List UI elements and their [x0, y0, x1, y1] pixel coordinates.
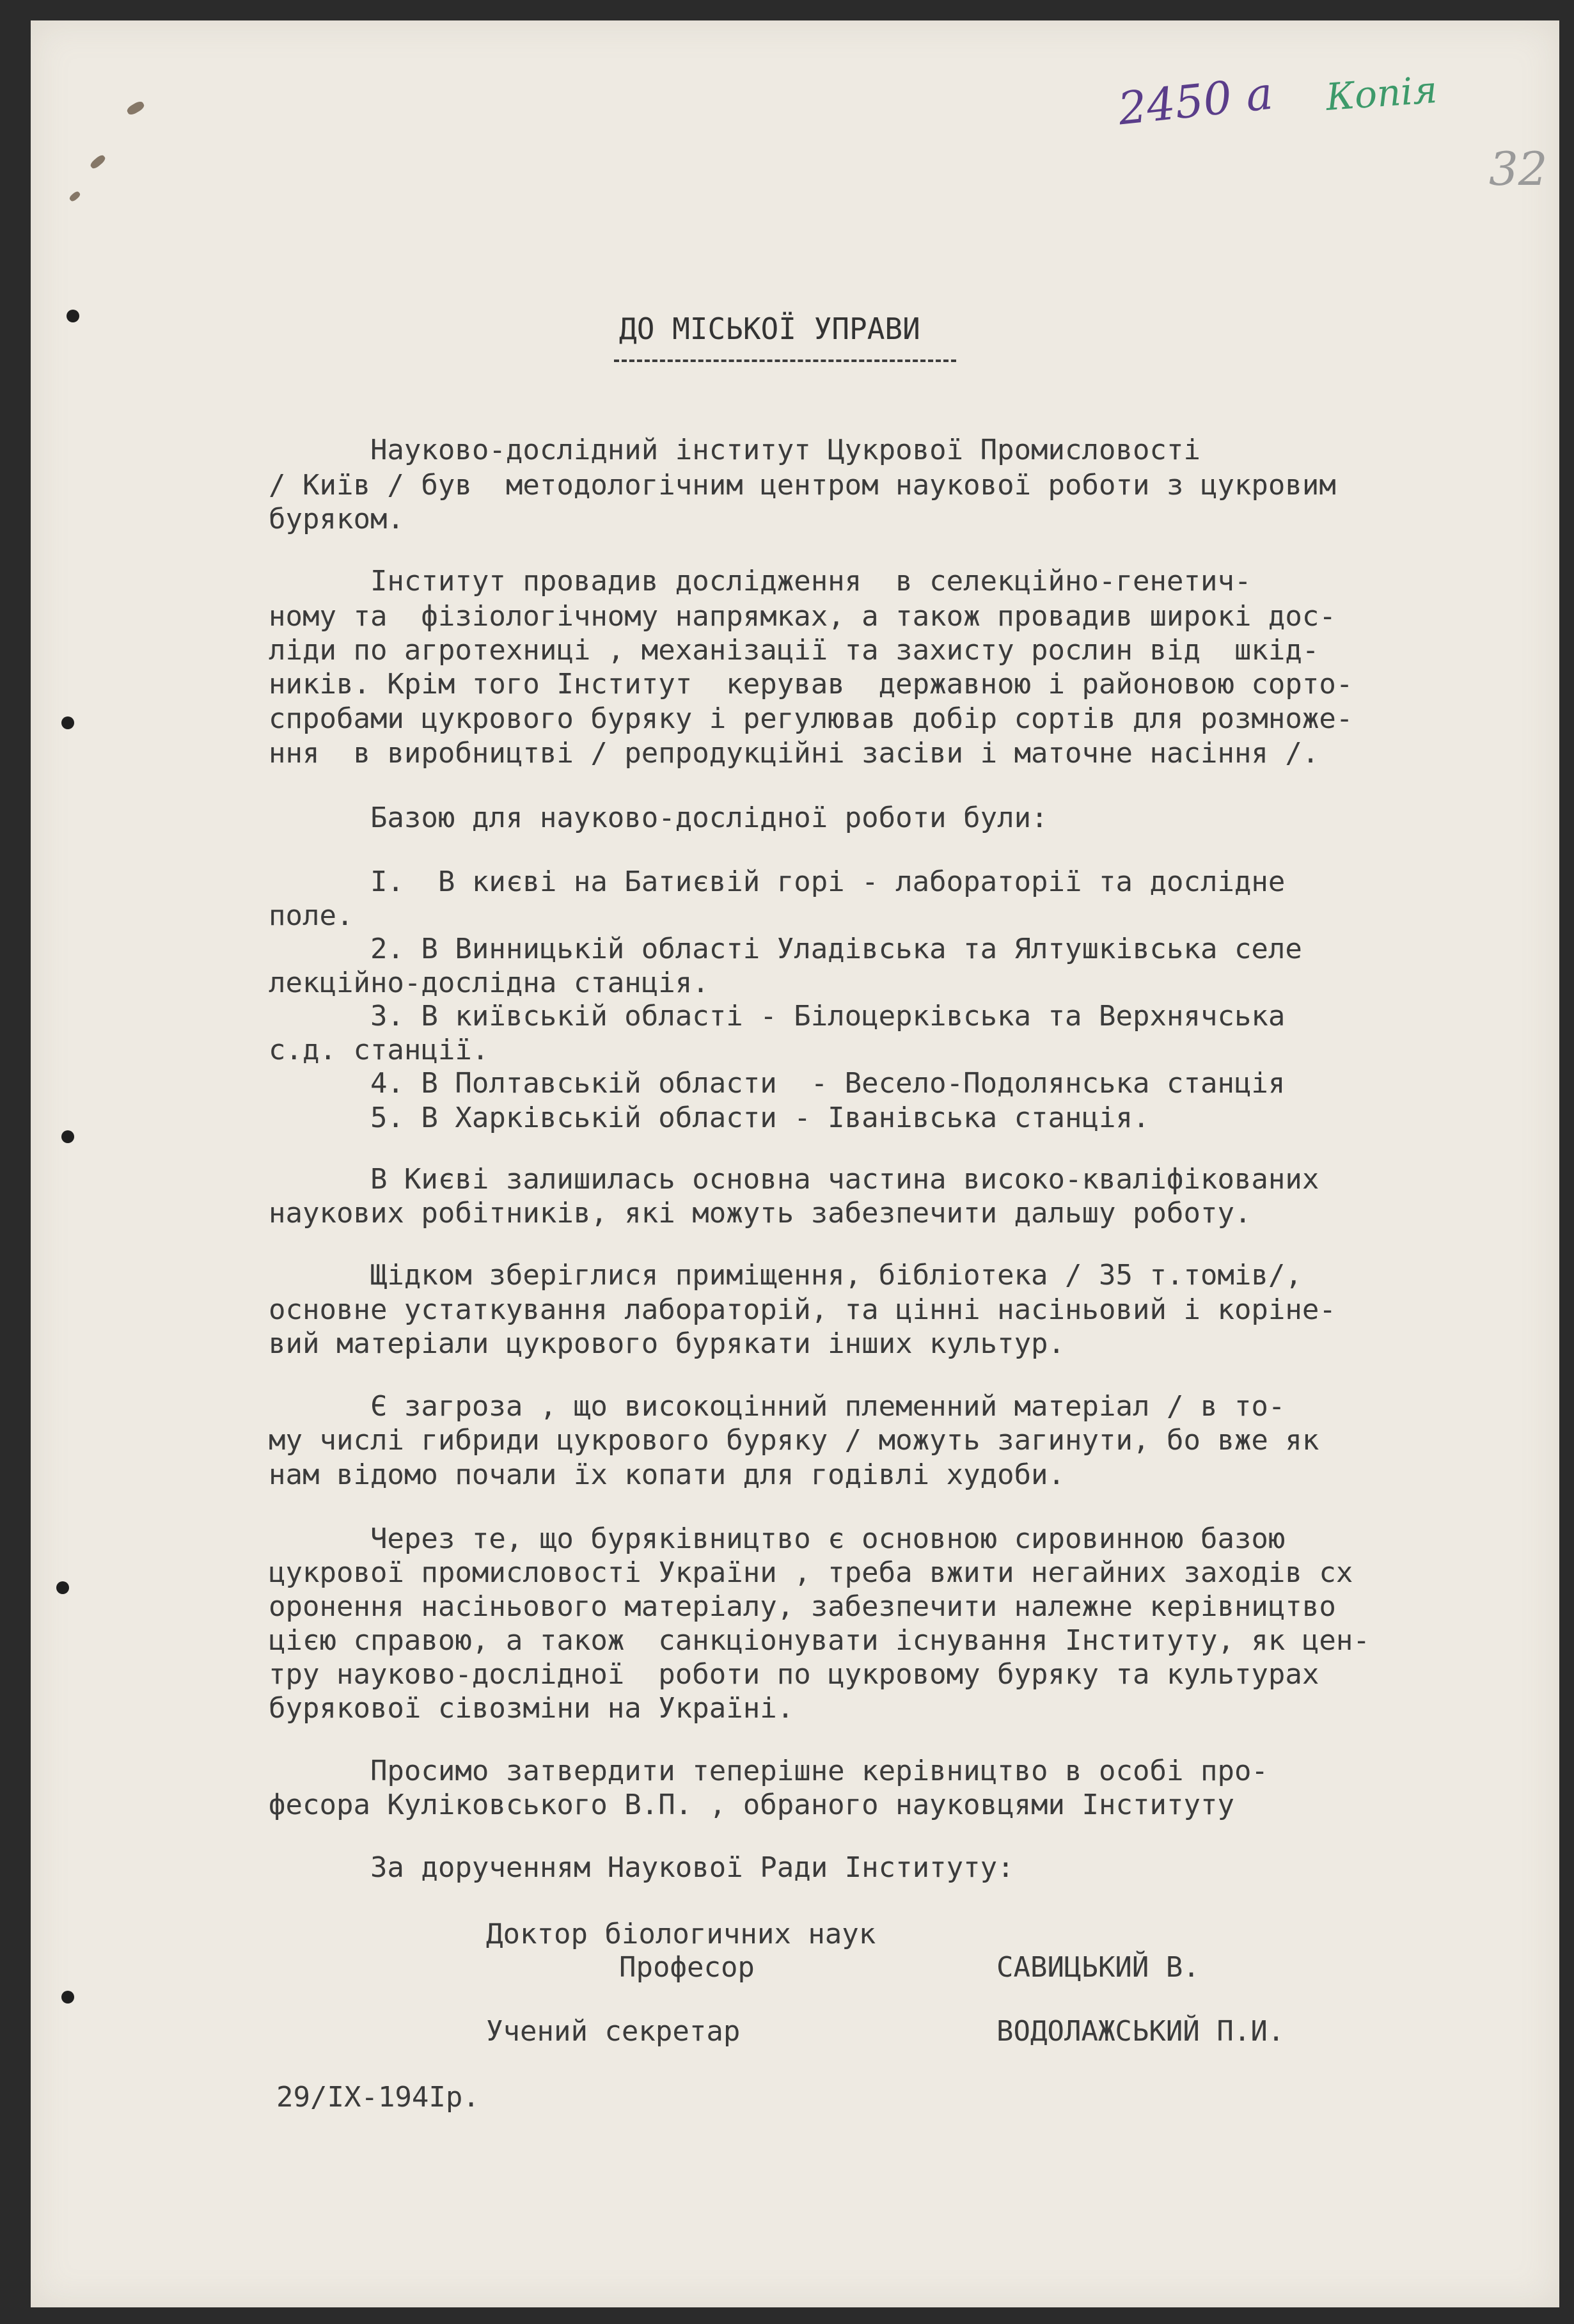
stain-mark: [89, 154, 107, 170]
text-line: му числі гибриди цукрового буряку / можуть загинути, бо вже як: [269, 1424, 1319, 1457]
text-line: Просимо затвердити теперішне керівництво в особі про-: [269, 1755, 1268, 1787]
text-line: / Київ / був методологічним центром наукової роботи з цукровим: [269, 469, 1336, 502]
punch-hole: [61, 1130, 74, 1143]
text-line: поле.: [269, 899, 354, 932]
text-line: оронення насіньового матеріалу, забезпечити належне керівництво: [269, 1590, 1336, 1623]
text-line: В Києві залишилась основна частина високо-кваліфікованих: [269, 1163, 1319, 1196]
text-line: фесора Куліковського В.П. , обраного науковцями Інституту: [269, 1789, 1234, 1821]
copy-mark-handwritten: Копія: [1324, 68, 1439, 119]
signer-degree: Доктор біологичних наук: [486, 1918, 876, 1950]
text-line: буряком.: [269, 503, 404, 535]
title-underline: [614, 360, 956, 362]
text-line: тру науково-дослідної роботи по цукровому буряку та культурах: [269, 1658, 1319, 1691]
text-line: Інститут провадив дослідження в селекційно-генетич-: [269, 565, 1252, 597]
text-line: Науково-дослідний інститут Цукрової Промисловості: [269, 434, 1200, 466]
text-line: 2. В Винницькій області Уладівська та Ялтушківська селе: [269, 933, 1302, 965]
text-line: спробами цукрового буряку і регулював добір сортів для розмноже-: [269, 702, 1353, 735]
punch-hole: [67, 310, 79, 322]
text-line: За дорученням Наукової Ради Інституту:: [269, 1851, 1014, 1884]
text-line: 4. В Полтавській области - Весело-Подолянська станція: [269, 1067, 1286, 1100]
text-line: бурякової сівозміни на Україні.: [269, 1692, 794, 1725]
text-line: лекційно-дослідна станція.: [269, 967, 709, 999]
text-line: ників. Крім того Інститут керував державною і районовою сорто-: [269, 668, 1353, 700]
text-line: нам відомо почали їх копати для годівлі худоби.: [269, 1458, 1066, 1491]
text-line: Щідком зберіглися приміщення, бібліотека / 35 т.томів/,: [269, 1259, 1302, 1292]
secretary-title: Учений секретар: [486, 2015, 741, 2048]
text-line: наукових робітників, які можуть забезпечити дальшу роботу.: [269, 1197, 1252, 1229]
text-line: Базою для науково-дослідної роботи були:: [269, 802, 1048, 834]
text-line: вий матеріали цукрового бурякати інших культур.: [269, 1327, 1066, 1360]
page-number-handwritten: 32: [1489, 142, 1548, 196]
archive-number-handwritten: 2450 а: [1115, 67, 1275, 136]
text-line: цією справою, а також санкціонувати існування Інституту, як цен-: [269, 1624, 1370, 1657]
signer-position: Професор: [619, 1951, 755, 1984]
text-line: Через те, що буряківництво є основною сировинною базою: [269, 1522, 1286, 1555]
text-line: 5. В Харківській области - Іванівська станція.: [269, 1102, 1150, 1134]
document-date: 29/ІХ-194Ір.: [276, 2081, 480, 2114]
text-line: ліди по агротехниці , механізації та захисту рослин від шкід-: [269, 634, 1319, 667]
text-line: 3. В київській області - Білоцерківська та Верхнячська: [269, 1000, 1286, 1032]
text-line: с.д. станції.: [269, 1034, 489, 1066]
punch-hole: [61, 1991, 74, 2004]
punch-hole: [56, 1581, 69, 1594]
stain-mark: [125, 100, 145, 116]
document-title: ДО МІСЬКОЇ УПРАВИ: [619, 312, 920, 346]
text-line: І. В києві на Батиєвій горі - лабораторії та дослідне: [269, 866, 1286, 898]
secretary-name: ВОДОЛАЖСЬКИЙ П.И.: [996, 2015, 1285, 2048]
text-line: ння в виробництві / репродукційні засіви і маточне насіння /.: [269, 737, 1319, 770]
text-line: основне устаткування лабораторій, та цінні насіньовий і коріне-: [269, 1293, 1336, 1326]
stain-mark: [68, 190, 81, 202]
text-line: Є загроза , що високоцінний племенний матеріал / в то-: [269, 1390, 1286, 1423]
signer-name: САВИЦЬКИЙ В.: [996, 1951, 1200, 1984]
punch-hole: [61, 716, 74, 729]
document-sheet: [31, 20, 1559, 2307]
text-line: ному та фізіологічному напрямках, а також провадив широкі дос-: [269, 600, 1336, 633]
text-line: цукрової промисловості України , треба вжити негайних заходів сх: [269, 1556, 1353, 1589]
